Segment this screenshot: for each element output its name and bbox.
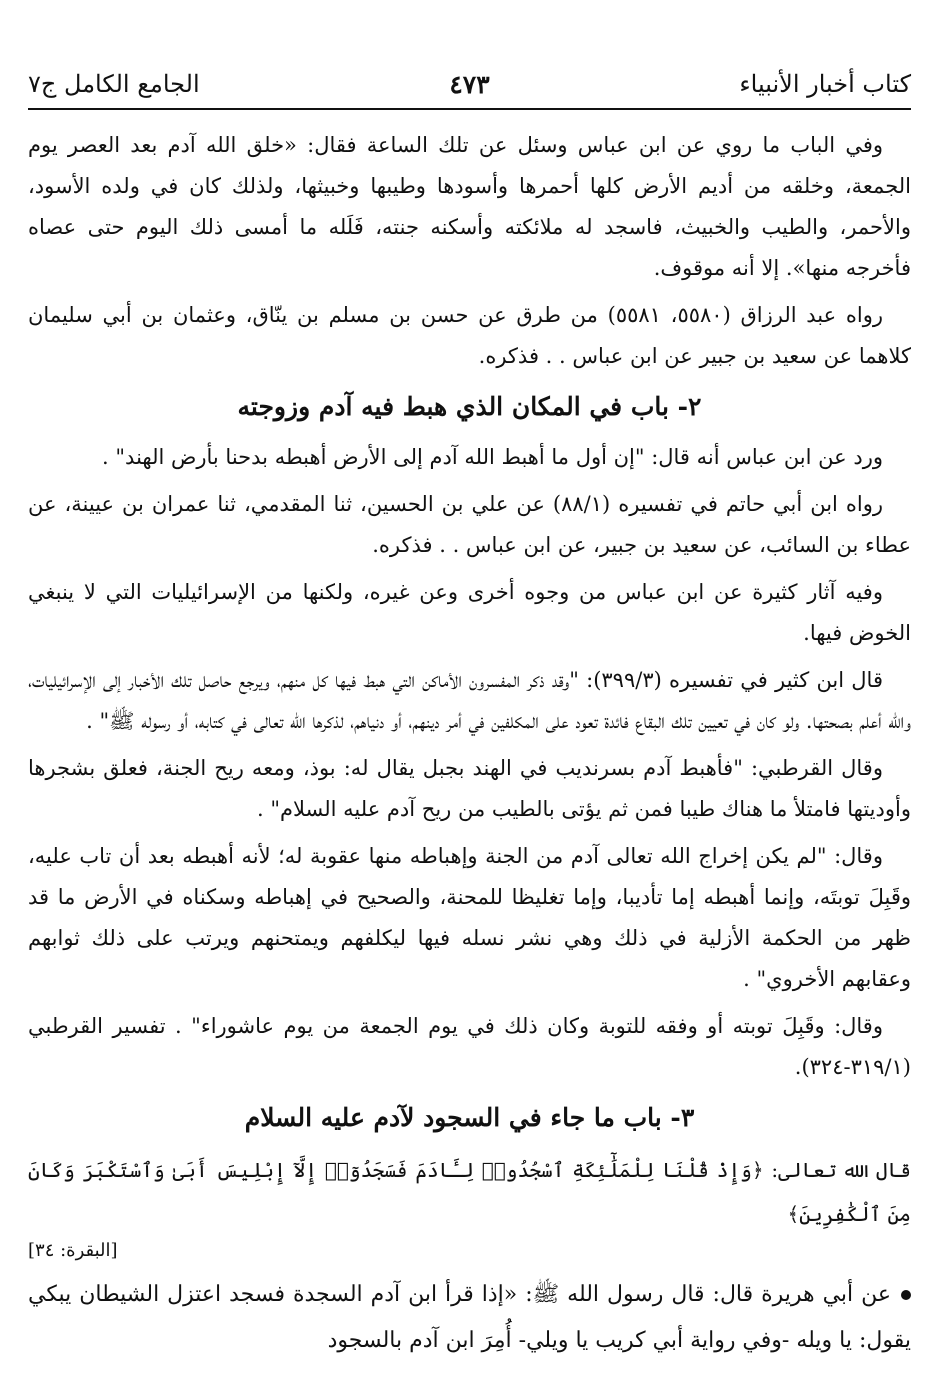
page-number: ٤٧٣ (449, 69, 490, 99)
quran-verse: قال الله تعالى: ﴿وَإِذْ قُلْنَا لِلْمَلَٰٓئِكَةِ ٱسْجُدُوا۟ لِـَٔادَمَ فَسَجَدُوٓا۟ إِلَّآ إِبْلِيسَ أَبَىٰ وَٱسْتَكْبَرَ وَكَانَ مِنَ ٱلْكَٰفِرِينَ﴾ (28, 1158, 911, 1226)
chapter-heading-2: ٢- باب في المكان الذي هبط فيه آدم وزوجته (237, 392, 702, 421)
paragraph-ibn-kathir: قال ابن كثير في تفسيره (٣٩٩/٣): "وقد ذكر المفسرون الأماكن التي هبط فيها كل منهم، ويرجع حاصل تلك الأخبار إلى الإسرائيليات، والله أعلم بصحتها. ولو كان في تعيين تلك البقاع فائدة تعود على المكلفين في أمر دينهم، أو دنياهم، لذكرها الله تعالى في كتابه، أو رسوله ﷺ" . (28, 668, 911, 733)
paragraph-abdulrazzaq: رواه عبد الرزاق (٥٥٨٠، ٥٥٨١) من طرق عن حسن بن مسلم بن ينّاق، وعثمان بن أبي سليمان كلاهما عن سعيد بن جبير عن ابن عباس . . فذكره. (28, 303, 911, 368)
paragraph-india-descent: ورد عن ابن عباس أنه قال: "إن أول ما أهبط الله آدم إلى الأرض أهبطه بدحنا بأرض الهند" . (102, 445, 883, 469)
paragraph-qurtubi-3: وقال: وقَبِلَ توبته أو وفقه للتوبة وكان ذلك في يوم الجمعة من يوم عاشوراء" . تفسير القرطبي (٣١٩/١-٣٢٤). (28, 1014, 911, 1079)
bullet-icon (901, 1290, 911, 1300)
header-volume-title: الجامع الكامل ج٧ (28, 70, 200, 98)
paragraph-ibn-abbas-hour: وفي الباب ما روي عن ابن عباس وسئل عن تلك الساعة فقال: «خلق الله آدم بعد العصر يوم الجمعة، وخلقه من أديم الأرض كلها أحمرها وأسودها وطيبها وخبيثها، ولذلك كان في ولده الأسود، والأحمر، والطيب والخبيث، فاسجد له ملائكته وأسكنه جنته، فَلَله ما أمسى ذلك اليوم حتى عصاه فأخرجه منها». إلا أنه موقوف. (28, 133, 911, 280)
hadith-text: عن أبي هريرة قال: قال رسول الله ﷺ: «إذا قرأ ابن آدم السجدة فسجد اعتزل الشيطان يبكي يقول: يا ويله -وفي رواية أبي كريب يا ويلي- أُمِرَ ابن آدم بالسجود (28, 1282, 911, 1353)
paragraph-qurtubi-2: وقال: "لم يكن إخراج الله تعالى آدم من الجنة وإهباطه منها عقوبة له؛ لأنه أهبطه بعد أن تاب عليه، وقَبِلَ توبتَه، وإنما أهبطه إما تأديبا، وإما تغليظا للمحنة، والصحيح في إهباطه وسكناه في الأرض ما قد ظهر من الحكمة الأزلية في ذلك وهي نشر نسله فيها ليكلفهم ويمتحنهم ويرتب على ذلك ثوابهم وعقابهم الأخروي" . (28, 844, 911, 991)
header-book-title: كتاب أخبار الأنبياء (739, 70, 911, 98)
page-body (28, 125, 911, 1370)
quran-reference: [البقرة: ٣٤] (28, 1240, 118, 1261)
paragraph-qurtubi: وقال القرطبي: "فأهبط آدم بسرنديب في الهند بجبل يقال له: بوذ، ومعه ريح الجنة، فعلق بشجرها وأوديتها فامتلأ ما هناك طيبا فمن ثم يؤتى بالطيب من ريح آدم عليه السلام" . (28, 756, 911, 821)
paragraph-ibn-abi-hatim: رواه ابن أبي حاتم في تفسيره (٨٨/١) عن علي بن الحسين، ثنا المقدمي، ثنا عمران بن عيينة، عن عطاء بن السائب، عن سعيد بن جبير، عن ابن عباس . . فذكره. (28, 492, 911, 557)
hadith-abu-hurayra (28, 1272, 911, 1364)
page-header (28, 60, 911, 110)
chapter-heading-3: ٣- باب ما جاء في السجود لآدم عليه السلام (244, 1103, 695, 1132)
paragraph-israiliyyat: وفيه آثار كثيرة عن ابن عباس من وجوه أخرى وعن غيره، ولكنها من الإسرائيليات التي لا ينبغي الخوض فيها. (28, 580, 911, 645)
